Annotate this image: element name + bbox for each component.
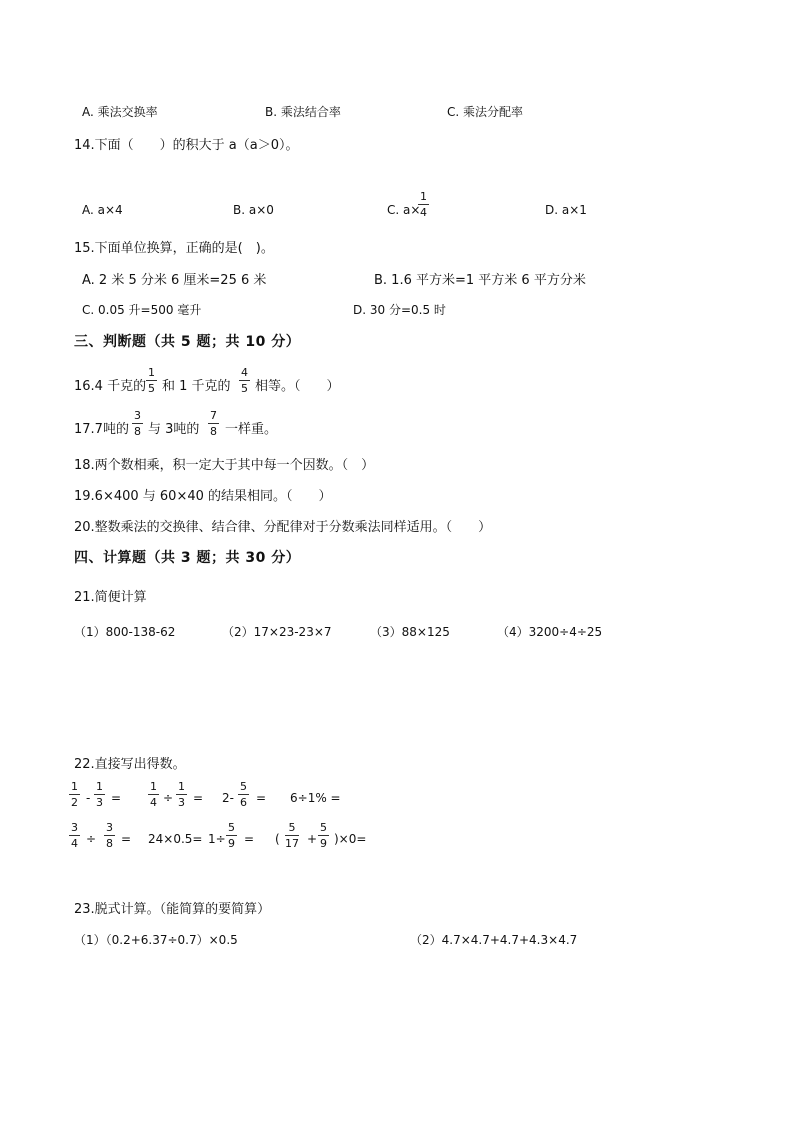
q23-item-1: （1）（0.2+6.37÷0.7）×0.5 [74, 933, 238, 947]
q14-option-d: D. a×1 [545, 203, 587, 217]
q16-fraction-1 [146, 367, 157, 394]
q22-r2-d-fraction-1 [285, 822, 299, 849]
numerator: 3 [71, 821, 78, 834]
numerator: 4 [241, 366, 248, 379]
denominator: 4 [71, 837, 78, 850]
q22-r2-d-open-paren: ( [275, 832, 280, 846]
q14-stem: 14.下面（ ）的积大于 a（a＞0）。 [74, 138, 299, 153]
q16-fraction-2 [239, 367, 250, 394]
q17-fraction-1 [132, 410, 143, 437]
q17-part-3: 一样重。 [225, 422, 278, 437]
q22-r1-c-fraction [238, 781, 249, 808]
q22-r1-a-operator: - [86, 791, 91, 805]
q21-stem: 21.简便计算 [74, 590, 147, 605]
denominator: 6 [240, 796, 247, 809]
denominator: 8 [106, 837, 113, 850]
q15-option-a: A. 2 米 5 分米 6 厘米=25 6 米 [82, 273, 267, 288]
q23-item-2: （2）4.7×4.7+4.7+4.3×4.7 [410, 933, 578, 947]
numerator: 5 [240, 780, 247, 793]
q19-text: 19.6×400 与 60×40 的结果相同。（ ） [74, 489, 332, 504]
denominator: 2 [71, 796, 78, 809]
q22-r1-b-operator: ÷ [163, 791, 174, 805]
denominator: 9 [228, 837, 235, 850]
q13-option-c: C. 乘法分配率 [447, 105, 524, 119]
q13-option-a: A. 乘法交换率 [82, 105, 158, 119]
q21-item-2: （2）17×23-23×7 [222, 625, 332, 639]
numerator: 1 [178, 780, 185, 793]
q15-option-c: C. 0.05 升=500 毫升 [82, 303, 202, 317]
numerator: 1 [148, 366, 155, 379]
q22-r2-d-fraction-2 [318, 822, 329, 849]
q14-option-c-prefix: C. a× [387, 203, 421, 217]
q22-r2-b: 24×0.5= [148, 832, 203, 846]
numerator: 1 [150, 780, 157, 793]
q20-text: 20.整数乘法的交换律、结合律、分配律对于分数乘法同样适用。（ ） [74, 520, 492, 535]
denominator: 4 [420, 206, 427, 219]
q16-part-2: 和 1 千克的 [162, 379, 231, 394]
denominator: 8 [210, 425, 217, 438]
numerator: 5 [288, 821, 296, 834]
q22-r1-a-equals: = [111, 791, 122, 805]
q22-r2-c-fraction [226, 822, 237, 849]
q22-r1-b-equals: = [193, 791, 204, 805]
q22-r1-c-prefix: 2- [222, 791, 234, 805]
denominator: 5 [148, 382, 155, 395]
q21-item-4: （4）3200÷4÷25 [497, 625, 603, 639]
q18-text: 18.两个数相乘，积一定大于其中每一个因数。（ ） [74, 458, 375, 473]
numerator: 3 [106, 821, 113, 834]
denominator: 8 [134, 425, 141, 438]
q16-part-3: 相等。（ ） [255, 379, 340, 394]
q22-r1-b-fraction-2 [176, 781, 187, 808]
q16-part-1: 16.4 千克的 [74, 379, 147, 394]
numerator: 1 [420, 190, 427, 203]
numerator: 1 [96, 780, 103, 793]
section-4-heading: 四、计算题（共 3 题；共 30 分） [74, 550, 301, 566]
denominator: 3 [178, 796, 185, 809]
q15-stem: 15.下面单位换算，正确的是( )。 [74, 241, 274, 256]
q13-option-b: B. 乘法结合率 [265, 105, 341, 119]
q22-r2-d-operator: + [307, 832, 318, 846]
section-3-heading: 三、判断题（共 5 题；共 10 分） [74, 334, 301, 350]
q14-option-b: B. a×0 [233, 203, 274, 217]
q21-item-1: （1）800-138-62 [74, 625, 176, 639]
q14-option-c-fraction [418, 191, 429, 218]
q15-option-d: D. 30 分=0.5 时 [353, 303, 446, 317]
denominator: 4 [150, 796, 157, 809]
q22-stem: 22.直接写出得数。 [74, 757, 186, 772]
q22-r2-a-fraction-1 [69, 822, 80, 849]
numerator: 1 [71, 780, 78, 793]
q22-r2-a-fraction-2 [104, 822, 115, 849]
q17-fraction-2 [208, 410, 219, 437]
numerator: 3 [134, 409, 141, 422]
q21-item-3: （3）88×125 [370, 625, 450, 639]
q22-r1-b-fraction-1 [148, 781, 159, 808]
q15-option-b: B. 1.6 平方米=1 平方米 6 平方分米 [374, 273, 586, 288]
q22-r2-d-close: )×0= [334, 832, 367, 846]
q23-stem: 23.脱式计算。（能简算的要简算） [74, 902, 271, 917]
q17-part-1: 17.7吨的 [74, 422, 129, 437]
q17-part-2: 与 3吨的 [148, 422, 200, 437]
q22-r2-a-equals: = [121, 832, 132, 846]
q22-r2-c-equals: = [244, 832, 255, 846]
q22-r2-c-prefix: 1÷ [208, 832, 226, 846]
numerator: 5 [228, 821, 235, 834]
q22-r1-c-equals: = [256, 791, 267, 805]
denominator: 17 [285, 837, 299, 850]
denominator: 3 [96, 796, 103, 809]
q22-r1-a-fraction-2 [94, 781, 105, 808]
q14-option-a: A. a×4 [82, 203, 123, 217]
numerator: 7 [210, 409, 217, 422]
q22-r1-a-fraction-1 [69, 781, 80, 808]
q22-r2-a-operator: ÷ [86, 832, 97, 846]
numerator: 5 [320, 821, 327, 834]
denominator: 5 [241, 382, 248, 395]
denominator: 9 [320, 837, 327, 850]
q22-r1-d: 6÷1% = [290, 791, 341, 805]
